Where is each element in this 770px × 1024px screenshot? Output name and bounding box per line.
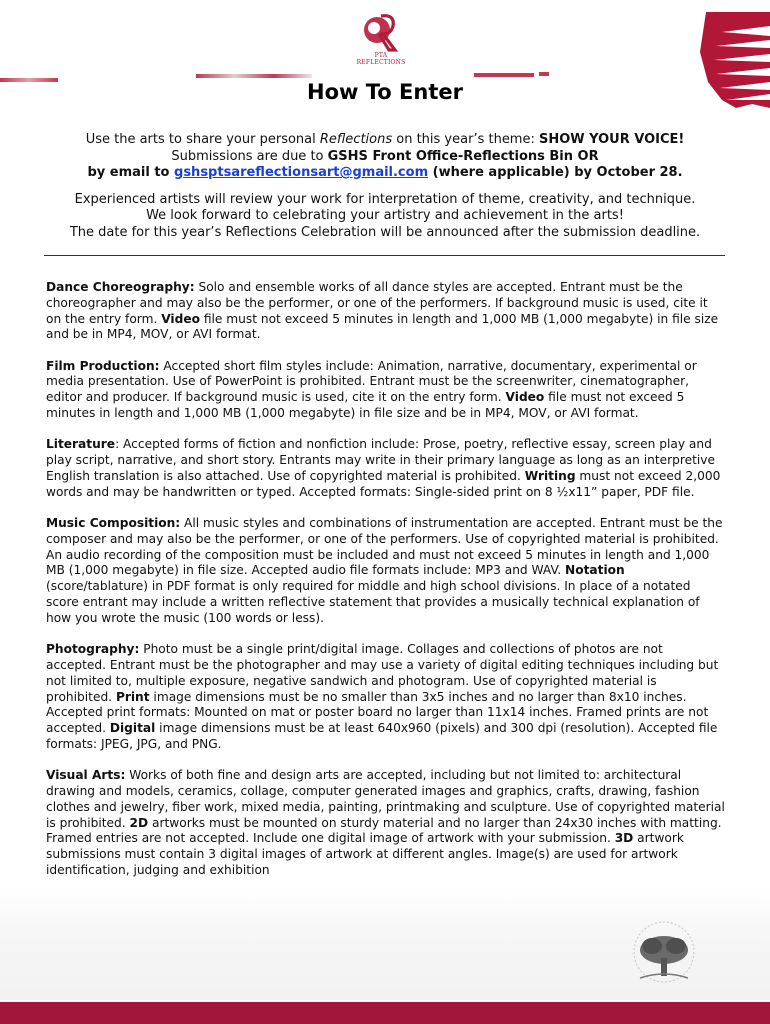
music-keyword: Notation xyxy=(565,563,625,578)
divider xyxy=(44,255,725,256)
dance-keyword: Video xyxy=(161,311,200,326)
page-title: How To Enter xyxy=(307,80,463,104)
intro-theme-line xyxy=(38,132,732,149)
decorative-scribble-right xyxy=(539,72,549,76)
music-text: All music styles and combinations of instrumentation are accepted. Entrant must be the composer and may also be the performer, or one of the performers. Use of copyrighted material is prohibited. An audio recording of the composition must be included and must not exceed 5 minutes in length and 1,000 MB (1,000 megabyte) in file size. Accepted audio file formats include: MP3 and WAV. xyxy=(46,516,723,578)
photography-section xyxy=(46,642,726,753)
photography-keyword: Print xyxy=(115,689,150,704)
intro-text: by email to xyxy=(87,165,175,180)
film-heading: Film Production: xyxy=(46,358,160,373)
photography-text: image dimensions must be no smaller than 3x5 inches and no larger than 8x10 inches. Accepted print formats: Mounted on mat or poster board no larger than 11x14 inches. Framed prints are not accepted. xyxy=(46,689,709,736)
visual-arts-keyword: 2D xyxy=(129,815,149,830)
visual-arts-text: artwork submissions must contain 3 digital images of artwork at different angles. Image(s) are used for artwork identification, judging and exhibition xyxy=(46,831,684,877)
photography-heading: Photography: xyxy=(46,642,140,657)
music-section xyxy=(46,516,726,627)
photography-keyword: Digital xyxy=(109,721,156,736)
intro-text: Submissions are due to xyxy=(171,148,328,164)
visual-arts-section xyxy=(46,768,726,879)
dance-text: file must not exceed 5 minutes in length and 1,000 MB (1,000 megabyte) in file size and be in MP4, MOV, or AVI format. xyxy=(46,311,719,342)
music-text: (score/tablature) in PDF format is only required for middle and high school divisions. In place of a notated score entrant may include a written reflective statement that provides a musically technical explanation of how you wrote the music (100 words or less). xyxy=(46,579,700,625)
photography-text: image dimensions must be at least 640x960 (pixels) and 300 dpi (resolution). Accepted file formats: JPEG, JPG, and PNG. xyxy=(46,721,718,751)
dance-text: Solo and ensemble works of all dance styles are accepted. Entrant must be the choreographer and may also be the performer, or one of the performers. If background music is used, cite it on the entry form. xyxy=(46,280,708,326)
film-text: file must not exceed 5 minutes in length and 1,000 MB (1,000 megabyte) in file size and be in MP4, MOV, or AVI format. xyxy=(46,390,685,421)
reflections-word: Reflections xyxy=(319,132,393,147)
literature-keyword: Writing xyxy=(524,468,576,483)
due-location: GSHS Front Office-Reflections Bin OR xyxy=(327,148,599,164)
dance-heading: Dance Choreography: xyxy=(46,280,195,294)
due-date: (where applicable) by October 28. xyxy=(428,165,683,180)
intro-email-line xyxy=(38,165,732,182)
literature-section xyxy=(46,437,726,500)
visual-arts-heading: Visual Arts: xyxy=(46,768,126,783)
decorative-scribble-mid-right xyxy=(474,73,534,77)
pta-reflections-logo-icon xyxy=(359,10,403,54)
decorative-scribble-mid-left xyxy=(196,74,312,78)
footer-bar xyxy=(0,1002,770,1024)
logo-caption: PTA REFLECTIONS xyxy=(356,52,406,66)
photography-text: Photo must be a single print/digital image. Collages and collections of photos are not accepted. Entrant must be the photographer and may use a variety of digital editing techniques including but not limited to, multiple exposure, negative sandwich and photogram. Use of copyrighted material is prohibited. xyxy=(46,642,719,704)
literature-heading: Literature xyxy=(46,437,116,452)
intro-text: on this year’s theme: xyxy=(392,132,539,147)
pta-reflections-logo xyxy=(350,10,412,66)
film-text: Accepted short film styles include: Animation, narrative, documentary, experimental or media presentation. Use of PowerPoint is prohibited. Entrant must be the screenwriter, cinematographer, editor and producer. If background music is used, cite it on the entry form. xyxy=(46,358,697,405)
intro-celebrate-line: We look forward to celebrating your artistry and achievement in the arts! xyxy=(146,208,624,223)
intro xyxy=(38,132,732,241)
film-keyword: Video xyxy=(505,390,545,405)
visual-arts-keyword: 3D xyxy=(614,831,634,846)
music-heading: Music Composition: xyxy=(46,516,181,531)
intro-date-line: The date for this year’s Reflections Celebration will be announced after the submission deadline. xyxy=(69,224,701,240)
intro-text: Use the arts to share your personal xyxy=(85,132,320,147)
visual-arts-text: artworks must be mounted on sturdy material and no larger than 24x30 inches with matting. Framed entries are not accepted. Include one digital image of artwork with your submission. xyxy=(46,815,722,846)
visual-arts-text: Works of both fine and design arts are accepted, including but not limited to: architectural drawing and models, ceramics, collage, computer generated images and graphics, crafts, drawing, fashion clothes and jewelry, fiber work, mixed media, painting, printmaking and sculpture. Use of copyrighted material is prohibited. xyxy=(46,768,725,830)
email-link[interactable]: gshsptsareflectionsart@gmail.com xyxy=(174,165,429,180)
intro-due-line xyxy=(38,149,732,166)
intro-review-line: Experienced artists will review your work for interpretation of theme, creativity, and technique. xyxy=(74,191,696,207)
category-list xyxy=(46,280,726,879)
dance-section xyxy=(46,280,726,343)
literature-text: must not exceed 2,000 words and may be handwritten or typed. Accepted formats: Single-sided print on 8 ½x11” paper, PDF file. xyxy=(46,468,721,499)
theme-name: SHOW YOUR VOICE! xyxy=(538,132,685,147)
literature-text: : Accepted forms of fiction and nonfiction include: Prose, poetry, reflective essay, screen play and play script, narrative, and short story. Entrants may write in their primary language as long as an interpretive English translation is also attached. Use of copyrighted material is prohibited. xyxy=(46,437,715,483)
tree-emblem-icon xyxy=(618,918,710,990)
film-section xyxy=(46,359,726,422)
